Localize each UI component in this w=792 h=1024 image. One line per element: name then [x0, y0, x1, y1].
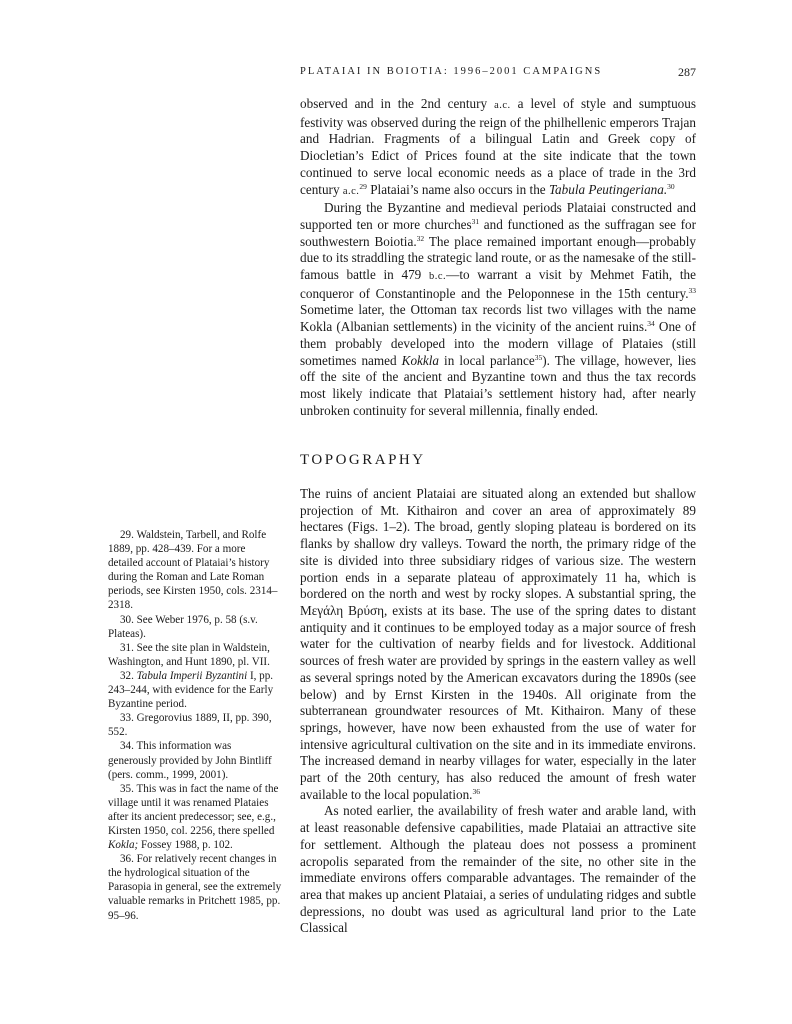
main-text-column	[300, 96, 696, 937]
running-title: PLATAIAI IN BOIOTIA: 1996–2001 CAMPAIGNS	[300, 66, 603, 77]
footnote-ref: 33	[688, 285, 696, 295]
running-header	[300, 66, 696, 82]
footnote-ref: 31	[471, 216, 480, 226]
footnote-36: 36. For relatively recent changes in the hydrological situation of the Parasopia in general, see the extremely valuable remarks in Pritchett 1985, pp. 95–96.	[108, 853, 282, 922]
greek-spring-name: Μεγάλη Βρύση	[300, 602, 385, 618]
footnote-ref: 34	[647, 319, 655, 329]
footnote-29: 29. Waldstein, Tarbell, and Rolfe 1889, pp. 428–439. For a more detailed account of Plataiai’s history during the Roman and Late Roman periods, see Kirsten 1950, cols. 2314–2318.	[108, 529, 278, 612]
footnote-30: 30. See Weber 1976, p. 58 (s.v. Plateas).	[108, 613, 258, 640]
footnote-33: 33. Gregorovius 1889, II, pp. 390, 552.	[108, 712, 272, 739]
paragraph-2: During the Byzantine and medieval periods Plataiai constructed and supported ten or more churches$^{31}$ and functioned as the suffragan see for southwestern Boiotia.$^{32}$ The place remained important enough—probably due to its straddling the strategic land route, or as the namesake of the still-famous battle in 479 b.c.—to warrant a visit by Mehmet Fatih, the conqueror of Constantinople and the Peloponnese in the 15th century.$^{33}$ Sometime later, the Ottoman tax records list two villages with the name Kokla (Albanian settlements) in the vicinity of the ancient ruins.$^{34}$ One of them probably developed into the modern village of Plataies (still sometimes named Kokkla in local parlance$^{35}$). The village, however, lies off the site of the ancient and Byzantine town and thus the tax records most likely indicate that Plataiai’s settlement history had, after nearly unbroken continuity for several millennia, finally ended.	[300, 200, 697, 418]
footnote-35: 35. This was in fact the name of the village until it was renamed Plataies after its ancient predecessor; see, e.g., Kirsten 1950, col. 2256, there spelled Kokla; Fossey 1988, p. 102.	[108, 782, 279, 852]
footnote-ref: 29	[359, 181, 367, 191]
paragraph-3: The ruins of ancient Plataiai are situated along an extended but shallow projection of Mt. Kithairon and cover an area of approximately 89 hectares (Figs. 1–2). The broad, gently sloping plateau is bordered on its flanks by shallow dry valleys. Toward the north, the primary ridge of the site is divided into three subsidiary ridges of various size. The western portion ends in a separate plateau of approximately 11 ha, which is bordered on the north and west by rocky slopes. A substantial spring, the Μεγάλη Βρύση, exists at its base. The use of the spring dates to distant antiquity and it continues to be employed today as a major source of fresh water for the cultivation of nearby fields and for livestock. Additional sources of fresh water are provided by springs in the eastern valley as well as several springs noted by the American excavators during the 1890s (see below) and by Ernst Kirsten in the 1940s. All originate from the subterranean groundwater resources of Mt. Kithairon. Many of these springs, however, have now been exhausted from the use of water for intensive agricultural cultivation on the site and in its immediate environs. The increased demand in nearby villages for water, especially in the later part of the 20th century, has also reduced the amount of fresh water available to the local population.$^{36}$	[300, 486, 696, 802]
era-abbreviation: b.c.	[428, 271, 447, 283]
footnote-32: 32. Tabula Imperii Byzantini I, pp. 243–244, with evidence for the Early Byzantine period.	[108, 669, 274, 711]
footnote-31: 31. See the site plan in Waldstein, Washington, and Hunt 1890, pl. VII.	[108, 641, 270, 668]
footnotes-column	[108, 528, 282, 923]
paragraph-4: As noted earlier, the availability of fresh water and arable land, with at least reasonable defensive capabilities, made Plataiai an attractive site for settlement. Although the plateau does not possess a prominent acropolis separated from the remainder of the site, no other site in the immediate environs offers comparable advantages. The remainder of the area that makes up ancient Plataiai, a series of undulating ridges and subtle depressions, no doubt was used as agricultural land prior to the Late Classical	[300, 803, 696, 936]
era-abbreviation: a.c.	[342, 185, 360, 197]
footnote-ref: 32	[416, 233, 425, 243]
era-abbreviation: a.c.	[494, 100, 511, 111]
footnote-ref: 35	[534, 352, 543, 362]
footnote-ref: 30	[667, 181, 675, 191]
page-number: 287	[678, 65, 696, 79]
footnote-ref: 36	[472, 786, 480, 796]
paragraph-1: observed and in the 2nd century a.c. a level of style and sumptuous festivity was observed during the reign of the philhellenic emperors Trajan and Hadrian. Fragments of a bilingual Latin and Greek copy of Diocletian’s Edict of Prices found at the site indicate that the town continued to serve local economic needs as a place of trade in the 3rd century a.c.$^{29}$ Plataiai’s name also occurs in the Tabula Peutingeriana.$^{30}$	[300, 96, 696, 197]
footnote-34: 34. This information was generously provided by John Bintliff (pers. comm., 1999, 2001).	[108, 740, 272, 781]
section-heading: TOPOGRAPHY	[300, 452, 426, 469]
